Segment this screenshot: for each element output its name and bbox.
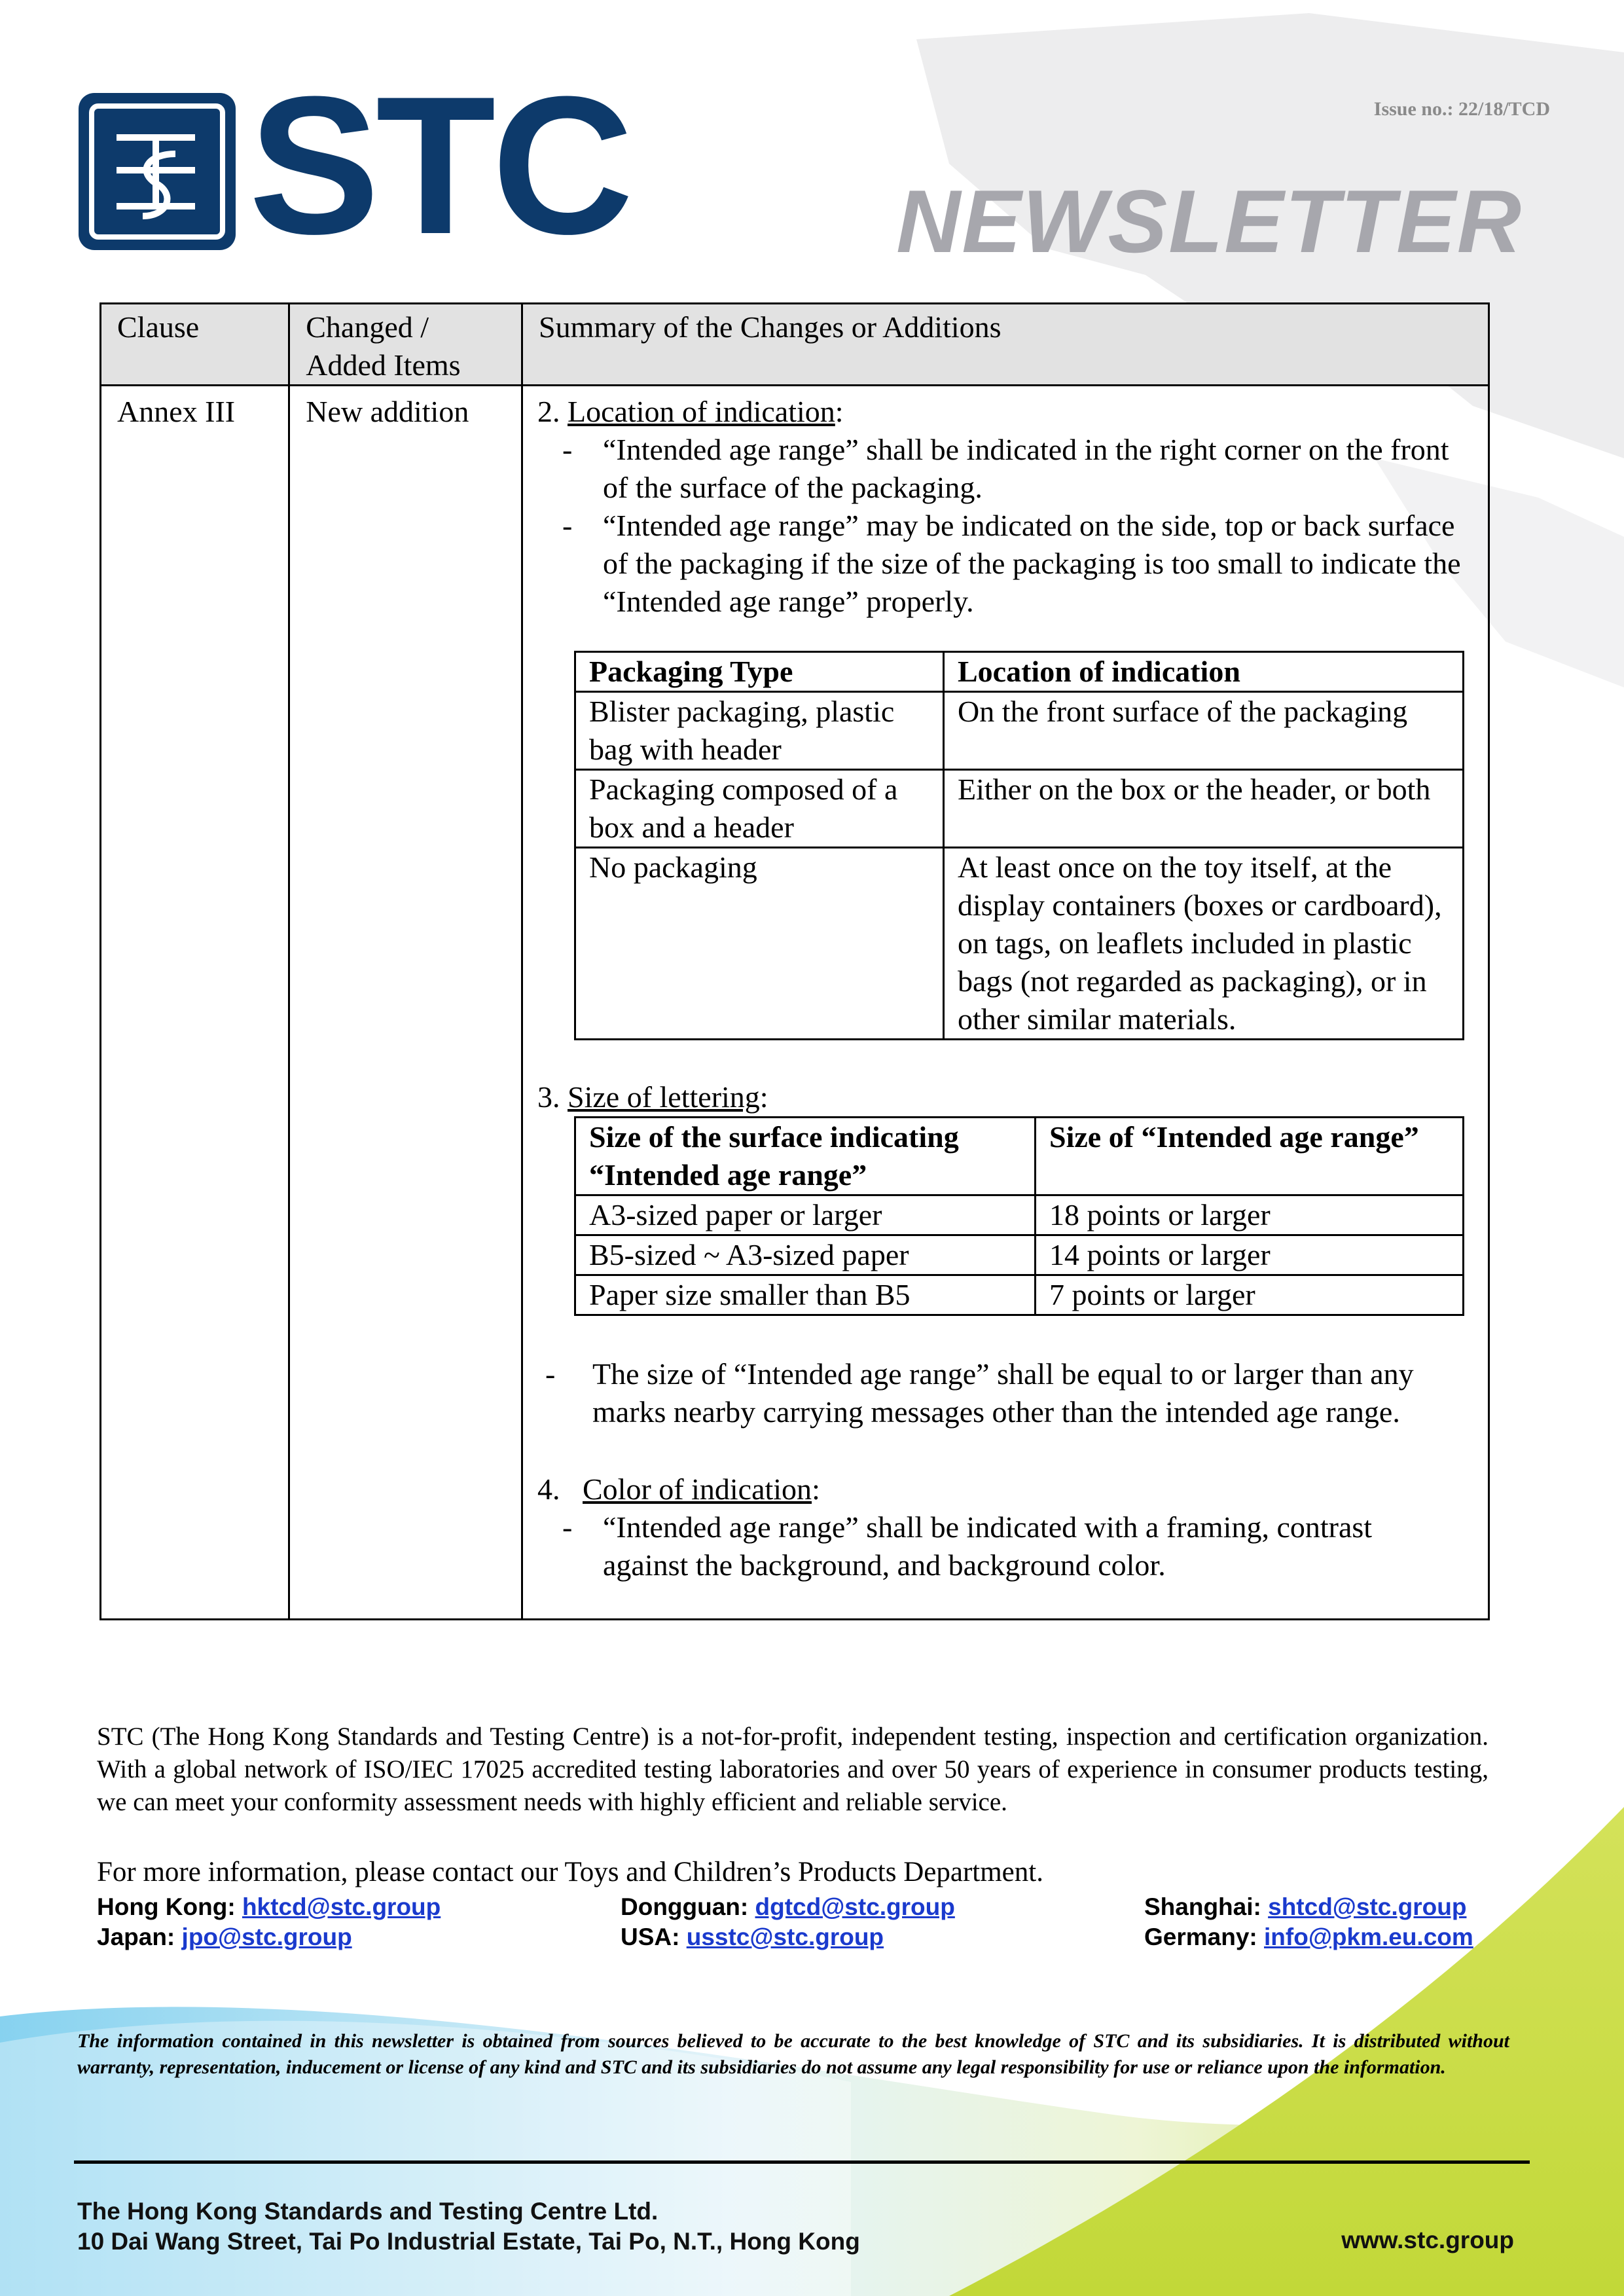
table-cell: 14 points or larger: [1036, 1235, 1464, 1275]
table-row: [575, 1118, 1464, 1195]
email-link-germany[interactable]: info@pkm.eu.com: [1264, 1923, 1473, 1950]
item-cell: New addition: [289, 386, 522, 1620]
section-3-title: Size of lettering: [568, 1080, 760, 1114]
footer-divider: [74, 2160, 1530, 2164]
table-cell: No packaging: [575, 848, 944, 1040]
table-row: [101, 386, 1489, 1620]
company-name: The Hong Kong Standards and Testing Centre Ltd.: [77, 2198, 659, 2225]
email-link-hong-kong[interactable]: hktcd@stc.group: [242, 1893, 441, 1920]
table-header-row: [101, 304, 1489, 386]
table-cell: A3-sized paper or larger: [575, 1195, 1036, 1235]
table-cell: Either on the box or the header, or both: [944, 770, 1464, 848]
clause-cell: Annex III: [101, 386, 289, 1620]
table-row: [575, 692, 1464, 770]
section-4-heading: 4. Color of indication:: [537, 1472, 820, 1506]
section-2-bullet: - “Intended age range” may be indicated on the side, top or back surface of the packaging if the size of the packaging is too small to indicate the “Intended age range” properly.: [562, 509, 1461, 618]
company-address: 10 Dai Wang Street, Tai Po Industrial Estate, Tai Po, N.T., Hong Kong: [77, 2228, 860, 2255]
table-cell: Paper size smaller than B5: [575, 1275, 1036, 1315]
packaging-type-header: Packaging Type: [575, 652, 944, 692]
more-info-text: For more information, please contact our Toys and Children’s Products Department.: [97, 1857, 1043, 1887]
table-cell: Blister packaging, plastic bag with header: [575, 692, 944, 770]
contact-japan: Japan: jpo@stc.group: [97, 1923, 352, 1950]
about-paragraph: STC (The Hong Kong Standards and Testing Centre) is a not-for-profit, independent testing, inspection and certification organization. With a global network of ISO/IEC 17025 accredited testing laboratories and over 50 years of experience in consumer products testing, we can meet your conformity assessment needs with highly efficient and reliable service.: [97, 1722, 1489, 1816]
table-row: [575, 770, 1464, 848]
contact-usa: USA: usstc@stc.group: [621, 1923, 884, 1950]
surface-size-header: Size of the surface indicating “Intended age range”: [575, 1118, 1036, 1195]
table-cell: 7 points or larger: [1036, 1275, 1464, 1315]
issue-number: Issue no.: 22/18/TCD: [1373, 98, 1550, 120]
disclaimer: The information contained in this newsletter is obtained from sources believed to be accurate to the best knowledge of STC and its subsidiaries. It is distributed without warranty, representation, inducement or license of any kind and STC and its subsidiaries do not assume any legal responsibility for use or reliance upon the information.: [77, 2030, 1509, 2078]
table-cell: On the front surface of the packaging: [944, 692, 1464, 770]
table-row: [575, 1275, 1464, 1315]
section-2-bullet: - “Intended age range” shall be indicated in the right corner on the front of the surface of the packaging.: [562, 433, 1449, 504]
header-changed-items: Changed / Added Items: [289, 304, 522, 386]
table-row: [575, 1195, 1464, 1235]
email-link-shanghai[interactable]: shtcd@stc.group: [1268, 1893, 1467, 1920]
location-header: Location of indication: [944, 652, 1464, 692]
section-3-heading: 3. Size of lettering:: [537, 1080, 768, 1114]
table-row: [575, 848, 1464, 1040]
table-row: [575, 1235, 1464, 1275]
packaging-location-table: [574, 651, 1464, 1040]
logo-wordmark: STC: [249, 55, 630, 275]
contact-shanghai: Shanghai: shtcd@stc.group: [1144, 1893, 1467, 1920]
section-4-bullet: - “Intended age range” shall be indicated with a framing, contrast against the background, and background color.: [562, 1510, 1373, 1582]
lettering-size-note: - The size of “Intended age range” shall be equal to or larger than any marks nearby carrying messages other than the intended age range.: [545, 1357, 1414, 1429]
lettering-size-header: Size of “Intended age range”: [1036, 1118, 1464, 1195]
table-cell: At least once on the toy itself, at the display containers (boxes or cardboard), on tags, on leaflets included in plastic bags (not regarded as packaging), or in other similar materials.: [944, 848, 1464, 1040]
section-4-title: Color of indication: [583, 1472, 812, 1506]
table-row: [575, 652, 1464, 692]
header-summary: Summary of the Changes or Additions: [522, 304, 1489, 386]
email-link-usa[interactable]: usstc@stc.group: [686, 1923, 884, 1950]
company-info: [77, 2196, 860, 2257]
table-cell: 18 points or larger: [1036, 1195, 1464, 1235]
contact-germany: Germany: info@pkm.eu.com: [1144, 1923, 1473, 1950]
stc-logo: [77, 55, 666, 275]
changes-table: [99, 302, 1490, 1620]
contact-list: [97, 1892, 1498, 1952]
table-cell: Packaging composed of a box and a header: [575, 770, 944, 848]
summary-cell: [522, 386, 1489, 1620]
email-link-japan[interactable]: jpo@stc.group: [181, 1923, 352, 1950]
header-clause: Clause: [101, 304, 289, 386]
website-link[interactable]: www.stc.group: [1341, 2227, 1514, 2253]
email-link-dongguan[interactable]: dgtcd@stc.group: [755, 1893, 955, 1920]
newsletter-title: NEWSLETTER: [896, 172, 1523, 271]
contact-hong-kong: Hong Kong: hktcd@stc.group: [97, 1893, 441, 1920]
lettering-size-table: [574, 1116, 1464, 1316]
table-cell: B5-sized ~ A3-sized paper: [575, 1235, 1036, 1275]
section-2-heading: 2. Location of indication:: [537, 395, 844, 428]
section-2-title: Location of indication: [568, 395, 835, 428]
contact-dongguan: Dongguan: dgtcd@stc.group: [621, 1893, 955, 1920]
